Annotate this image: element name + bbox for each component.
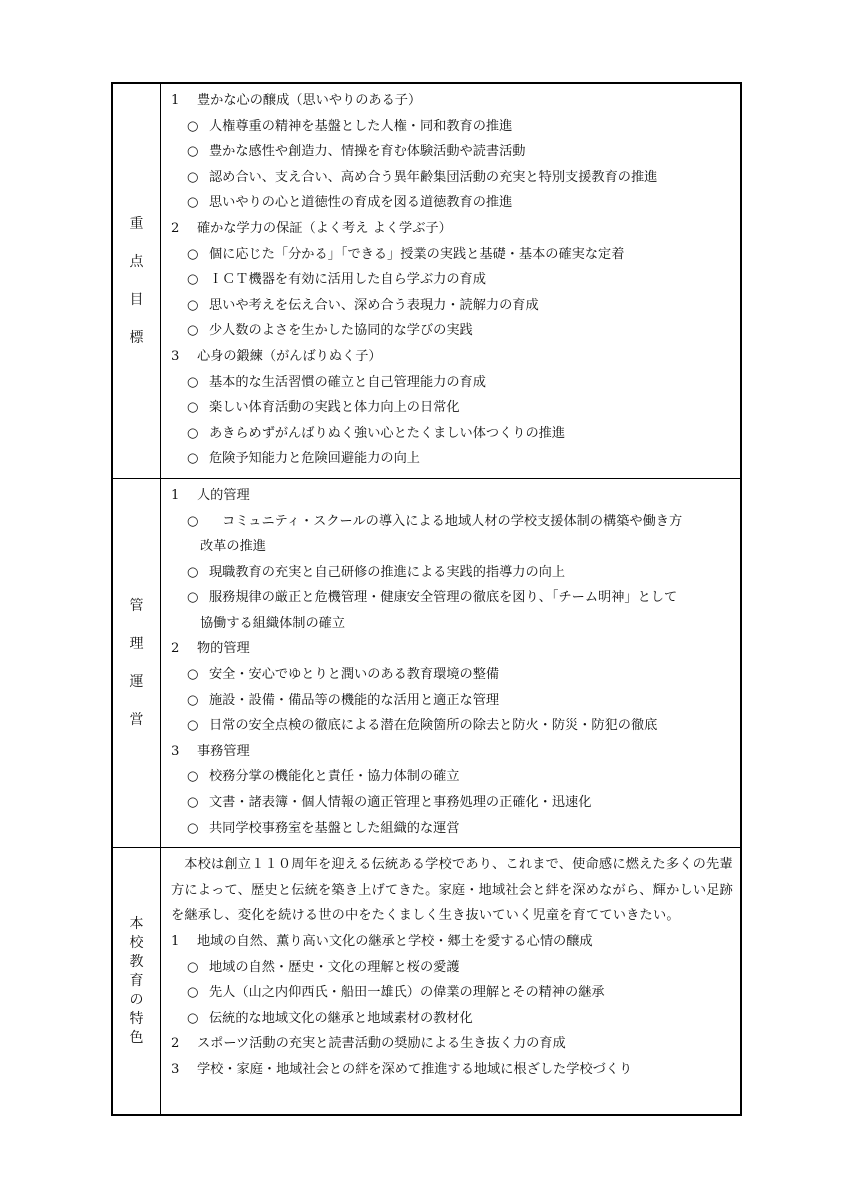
label-char: 教 <box>129 953 144 970</box>
circle-bullet-icon: ○ <box>187 118 199 134</box>
section-heading <box>171 483 734 509</box>
label-char: 標 <box>129 329 144 346</box>
section-heading <box>171 88 734 114</box>
circle-bullet-icon: ○ <box>187 769 199 785</box>
label-char: 管 <box>129 598 144 615</box>
bullet-item <box>171 139 734 165</box>
heading-number: 1 <box>171 934 180 949</box>
item-text: 人的管理 <box>197 487 250 503</box>
bullet-item <box>171 165 734 191</box>
label-char: 本 <box>129 915 144 932</box>
heading-number: 2 <box>171 1036 180 1052</box>
circle-bullet-icon: ○ <box>187 795 199 811</box>
section-heading <box>171 1057 734 1083</box>
item-text: 危険予知能力と危険回避能力の向上 <box>209 451 420 467</box>
bullet-item <box>171 585 734 611</box>
item-text: 確かな学力の保証（よく考え よく学ぶ子） <box>197 220 452 236</box>
bullet-item <box>171 955 734 981</box>
heading-number: 3 <box>171 348 180 364</box>
heading-number: 3 <box>171 743 180 759</box>
item-text: 校務分掌の機能化と責任・協力体制の確立 <box>209 769 460 785</box>
section-heading <box>171 1031 734 1057</box>
circle-bullet-icon: ○ <box>187 692 199 708</box>
bullet-continuation <box>171 611 734 637</box>
section-heading <box>171 216 734 242</box>
section-goals-row <box>112 83 741 478</box>
bullet-item <box>171 980 734 1006</box>
circle-bullet-icon: ○ <box>187 246 199 262</box>
item-text: 伝統的な地域文化の継承と地域素材の教材化 <box>209 1010 473 1026</box>
section-label-management <box>112 478 161 847</box>
bullet-item <box>171 242 734 268</box>
item-text: 心身の鍛練（がんばりぬく子） <box>197 348 382 364</box>
section-label-goals <box>112 83 161 478</box>
section-heading <box>171 929 734 955</box>
label-char: 色 <box>129 1029 144 1046</box>
section-heading <box>171 739 734 765</box>
item-text: 先人（山之内仰西氏・船田一雄氏）の偉業の理解とその精神の継承 <box>209 985 605 1001</box>
label-char: 理 <box>129 636 144 653</box>
item-text: 楽しい体育活動の実践と体力向上の日常化 <box>209 400 460 416</box>
circle-bullet-icon: ○ <box>187 820 199 836</box>
circle-bullet-icon: ○ <box>187 374 199 390</box>
circle-bullet-icon: ○ <box>187 564 199 580</box>
circle-bullet-icon: ○ <box>187 1010 199 1026</box>
bullet-item <box>171 509 734 535</box>
label-char: 校 <box>129 934 144 951</box>
section-heading <box>171 636 734 662</box>
label-char: 育 <box>129 972 144 989</box>
item-text: 施設・設備・備品等の機能的な活用と適正な管理 <box>209 692 500 708</box>
item-text: 共同学校事務室を基盤とした組織的な運営 <box>209 820 460 836</box>
circle-bullet-icon: ○ <box>187 400 199 416</box>
item-text: 地域の自然・歴史・文化の理解と桜の愛護 <box>209 959 460 975</box>
item-text: 豊かな心の醸成（思いやりのある子） <box>197 93 422 108</box>
item-text: 認め合い、支え合い、高め合う異年齢集団活動の充実と特別支援教育の推進 <box>209 169 658 185</box>
item-text: ＩＣＴ機器を有効に活用した自ら学ぶ力の育成 <box>209 272 486 288</box>
bullet-item <box>171 267 734 293</box>
label-char: 目 <box>129 291 144 308</box>
item-text: コミュニティ・スクールの導入による地域人材の学校支援体制の構築や働き方 <box>209 513 683 529</box>
section-label-features <box>112 848 161 1116</box>
intro-paragraph <box>171 852 734 929</box>
item-text: 人権尊重の精神を基盤とした人権・同和教育の推進 <box>209 118 513 134</box>
item-text: 少人数のよさを生かした協同的な学びの実践 <box>209 323 473 339</box>
heading-number: 2 <box>171 220 180 236</box>
item-text: 現職教育の充実と自己研修の推進による実践的指導力の向上 <box>209 564 566 580</box>
bullet-item <box>171 318 734 344</box>
circle-bullet-icon: ○ <box>187 169 199 185</box>
bullet-item <box>171 560 734 586</box>
item-text: 文書・諸表簿・個人情報の適正管理と事務処理の正確化・迅速化 <box>209 795 592 811</box>
section-content-features <box>161 848 742 1116</box>
school-plan-table <box>111 82 742 1116</box>
section-content-management <box>161 478 742 847</box>
item-text: 事務管理 <box>197 743 250 759</box>
circle-bullet-icon: ○ <box>187 985 199 1001</box>
circle-bullet-icon: ○ <box>187 451 199 467</box>
bullet-item <box>171 190 734 216</box>
vertical-label <box>130 587 144 739</box>
heading-number: 1 <box>171 93 180 108</box>
bullet-item <box>171 790 734 816</box>
item-text: 本校は創立１１０周年を迎える伝統ある学校であり、これまで、使命感に燃えた多くの先輩方によって、歴史と伝統を築き上げてきた。家庭・地域社会と絆を深めながら、輝かしい足跡を継承し、変化を続ける世の中をたくましく生き抜いていく児童を育てていきたい。 <box>171 857 734 924</box>
bullet-item <box>171 1006 734 1032</box>
item-text: 安全・安心でゆとりと潤いのある教育環境の整備 <box>209 667 500 683</box>
label-char: の <box>129 991 144 1008</box>
item-text: 日常の安全点検の徹底による潜在危険箇所の除去と防火・防災・防犯の徹底 <box>209 718 658 734</box>
section-features-row <box>112 848 741 1116</box>
bullet-item <box>171 764 734 790</box>
heading-number: 1 <box>171 487 180 503</box>
bullet-item <box>171 395 734 421</box>
item-text: 物的管理 <box>197 641 250 657</box>
circle-bullet-icon: ○ <box>187 144 199 160</box>
item-text: 地域の自然、薫り高い文化の継承と学校・郷土を愛する心情の醸成 <box>197 934 593 949</box>
label-char: 営 <box>129 712 144 729</box>
vertical-label <box>130 205 144 357</box>
item-text: 思いやりの心と道徳性の育成を図る道徳教育の推進 <box>209 195 513 211</box>
item-text: 豊かな感性や創造力、情操を育む体験活動や読書活動 <box>209 144 526 160</box>
bullet-item <box>171 293 734 319</box>
item-text: 改革の推進 <box>200 539 266 555</box>
bullet-item <box>171 446 734 472</box>
item-text: 思いや考えを伝え合い、深め合う表現力・読解力の育成 <box>209 297 539 313</box>
circle-bullet-icon: ○ <box>187 425 199 441</box>
vertical-label <box>130 915 144 1048</box>
bullet-item <box>171 688 734 714</box>
item-text: あきらめずがんばりぬく強い心とたくましい体つくりの推進 <box>209 425 566 441</box>
circle-bullet-icon: ○ <box>187 667 199 683</box>
circle-bullet-icon: ○ <box>187 959 199 975</box>
heading-number: 3 <box>171 1061 180 1077</box>
bullet-item <box>171 370 734 396</box>
section-management-row <box>112 478 741 847</box>
circle-bullet-icon: ○ <box>187 272 199 288</box>
heading-number: 2 <box>171 641 180 657</box>
bullet-item <box>171 816 734 842</box>
section-heading <box>171 344 734 370</box>
label-char: 点 <box>129 253 144 270</box>
item-text: 基本的な生活習慣の確立と自己管理能力の育成 <box>209 374 486 390</box>
item-text: スポーツ活動の充実と読書活動の奨励による生き抜く力の育成 <box>197 1036 566 1052</box>
item-text: 学校・家庭・地域社会との絆を深めて推進する地域に根ざした学校づくり <box>197 1061 633 1077</box>
bullet-item <box>171 713 734 739</box>
section-content-goals <box>161 83 742 478</box>
item-text: 個に応じた「分かる」「できる」授業の実践と基礎・基本の確実な定着 <box>209 246 625 262</box>
circle-bullet-icon: ○ <box>187 590 199 606</box>
bullet-continuation <box>171 534 734 560</box>
label-char: 特 <box>129 1010 144 1027</box>
bullet-item <box>171 421 734 447</box>
circle-bullet-icon: ○ <box>187 513 199 529</box>
item-text: 協働する組織体制の確立 <box>200 615 346 631</box>
bullet-item <box>171 662 734 688</box>
circle-bullet-icon: ○ <box>187 323 199 339</box>
item-text: 服務規律の厳正と危機管理・健康安全管理の徹底を図り、「チーム明神」として <box>209 590 678 606</box>
label-char: 重 <box>129 215 144 232</box>
circle-bullet-icon: ○ <box>187 195 199 211</box>
circle-bullet-icon: ○ <box>187 718 199 734</box>
circle-bullet-icon: ○ <box>187 297 199 313</box>
label-char: 運 <box>129 674 144 691</box>
bullet-item <box>171 114 734 140</box>
